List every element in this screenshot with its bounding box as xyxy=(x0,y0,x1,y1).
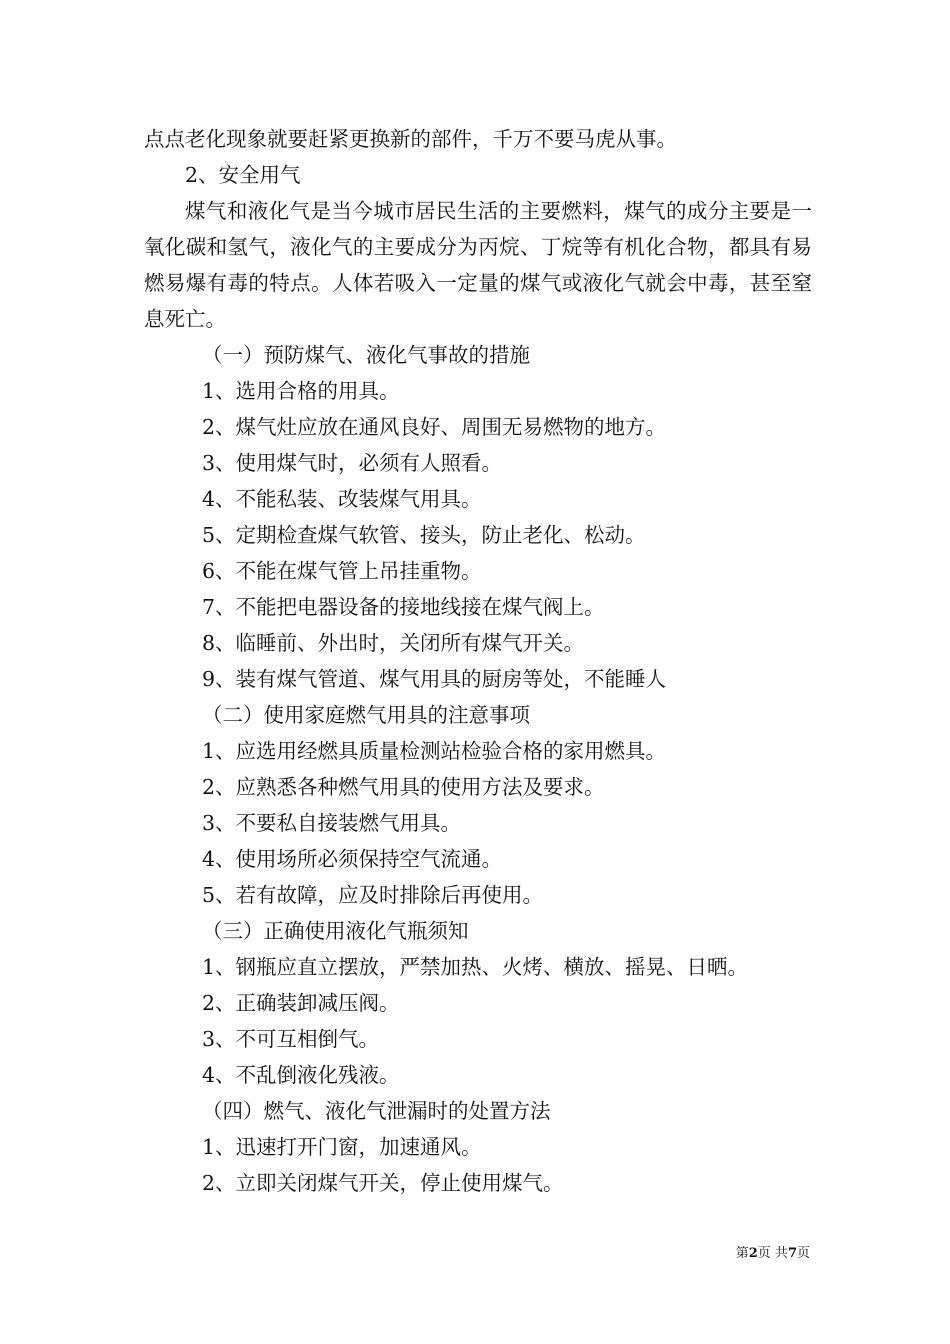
footer-suffix: 页 xyxy=(796,1246,810,1261)
list-item: 8、临睡前、外出时，关闭所有煤气开关。 xyxy=(202,631,585,655)
footer-prefix: 第 xyxy=(735,1246,749,1261)
list-item: 2、煤气灶应放在通风良好、周围无易燃物的地方。 xyxy=(202,415,667,439)
page-footer xyxy=(720,1244,810,1264)
text-line-continuation: 点点老化现象就要赶紧更换新的部件，千万不要马虎从事。 xyxy=(144,127,677,151)
section-heading-3: （三）正确使用液化气瓶须知 xyxy=(202,919,469,943)
footer-total-pages: 7 xyxy=(787,1246,797,1261)
footer-page-number: 2 xyxy=(748,1246,758,1261)
list-item: 3、使用煤气时，必须有人照看。 xyxy=(202,451,503,475)
list-item: 1、迅速打开门窗，加速通风。 xyxy=(202,1135,482,1159)
section-title-safe-gas-use: 2、安全用气 xyxy=(185,163,301,187)
list-item: 4、不乱倒液化残液。 xyxy=(202,1063,400,1087)
list-item: 5、若有故障，应及时排除后再使用。 xyxy=(202,883,544,907)
section-heading-2: （二）使用家庭燃气用具的注意事项 xyxy=(202,703,530,727)
list-item: 4、使用场所必须保持空气流通。 xyxy=(202,847,503,871)
list-item: 6、不能在煤气管上吊挂重物。 xyxy=(202,559,482,583)
footer-middle: 页 共 xyxy=(757,1246,788,1261)
list-item: 1、钢瓶应直立摆放，严禁加热、火烤、横放、摇晃、日晒。 xyxy=(202,955,749,979)
list-item: 2、立即关闭煤气开关，停止使用煤气。 xyxy=(202,1171,564,1195)
section-heading-1: （一）预防煤气、液化气事故的措施 xyxy=(202,343,530,367)
document-body xyxy=(144,121,812,1201)
list-item: 1、选用合格的用具。 xyxy=(202,379,400,403)
list-item: 5、定期检查煤气软管、接头，防止老化、松动。 xyxy=(202,523,646,547)
section-heading-4: （四）燃气、液化气泄漏时的处置方法 xyxy=(202,1099,551,1123)
list-item: 3、不要私自接装燃气用具。 xyxy=(202,811,462,835)
list-item: 3、不可互相倒气。 xyxy=(202,1027,380,1051)
list-item: 7、不能把电器设备的接地线接在煤气阀上。 xyxy=(202,595,605,619)
list-item: 9、装有煤气管道、煤气用具的厨房等处，不能睡人 xyxy=(202,667,667,691)
list-item: 1、应选用经燃具质量检测站检验合格的家用燃具。 xyxy=(202,739,667,763)
list-item: 2、正确装卸减压阀。 xyxy=(202,991,400,1015)
list-item: 4、不能私装、改装煤气用具。 xyxy=(202,487,482,511)
list-item: 2、应熟悉各种燃气用具的使用方法及要求。 xyxy=(202,775,605,799)
intro-paragraph: 煤气和液化气是当今城市居民生活的主要燃料，煤气的成分主要是一氧化碳和氢气，液化气的主要成分为丙烷、丁烷等有机化合物，都具有易燃易爆有毒的特点。人体若吸入一定量的煤气或液化气就会中毒，甚至窒息死亡。 xyxy=(144,199,812,331)
